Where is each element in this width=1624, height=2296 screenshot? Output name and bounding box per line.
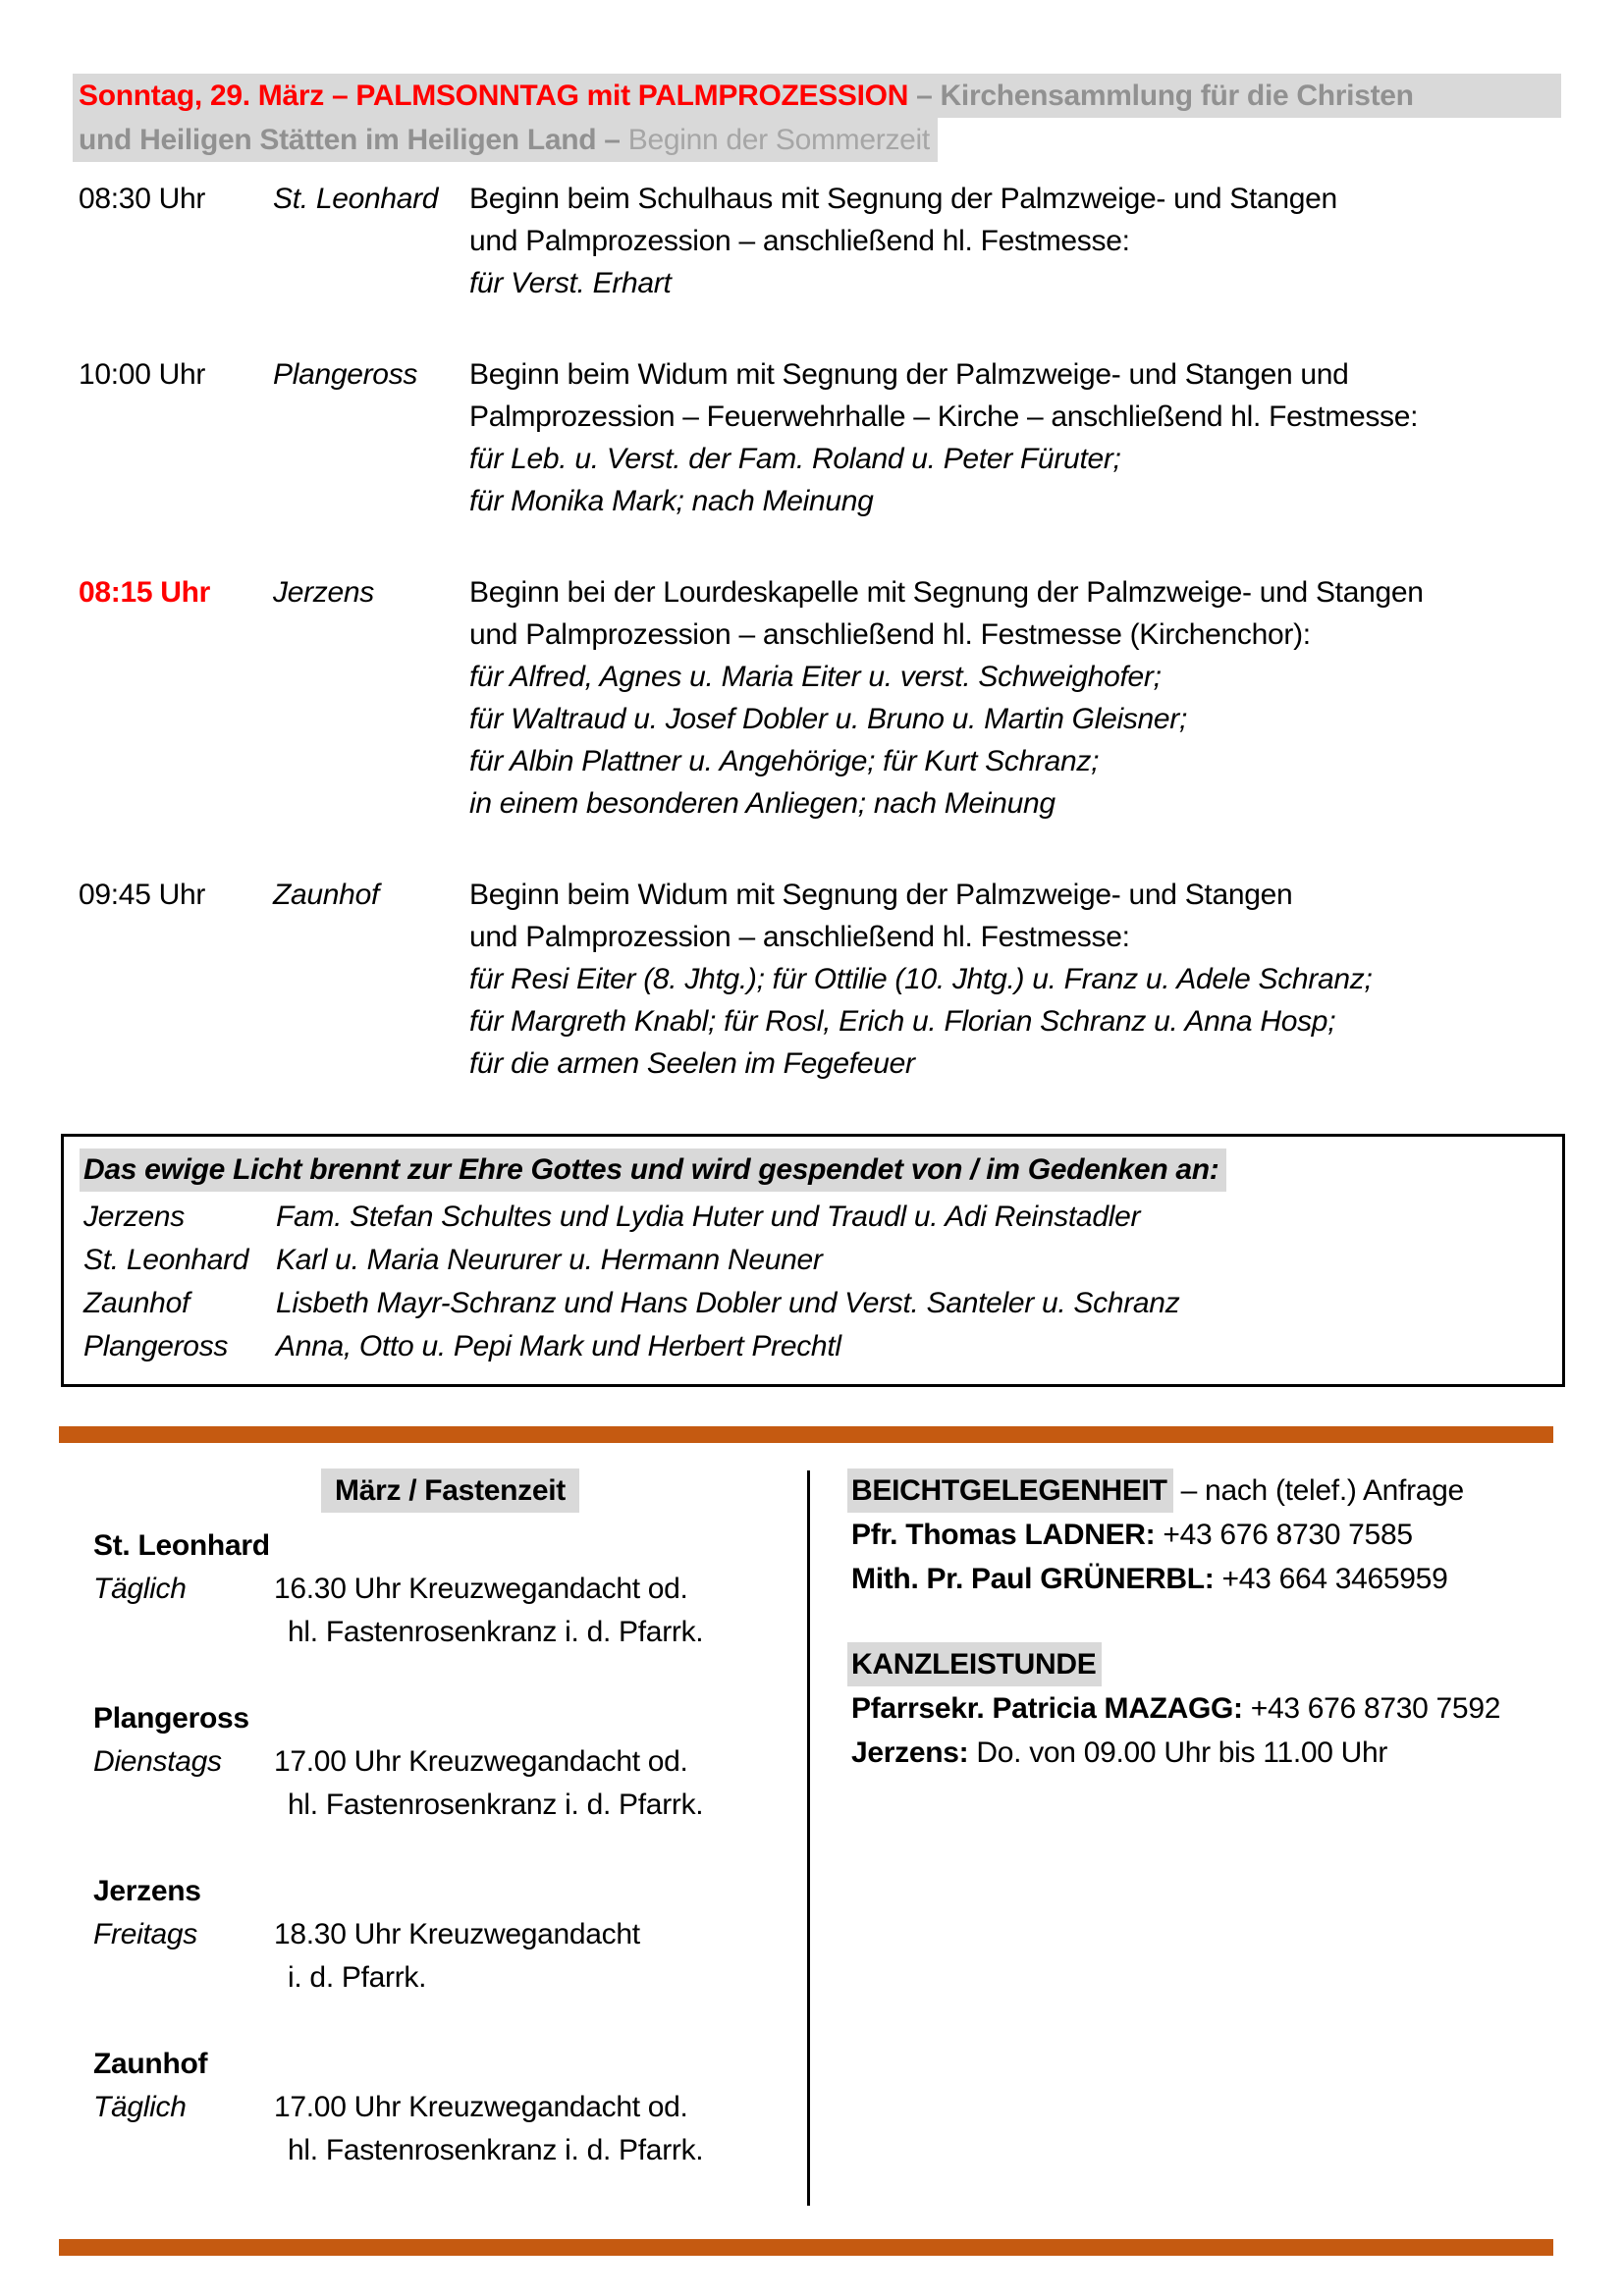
spacer [851,1601,1561,1642]
schedule-entry-jerzens [79,571,1561,825]
header-collection-note: – Kirchensammlung für die Christen [916,80,1414,112]
schedule-line: Beginn beim Widum mit Segnung der Palmzweige- und Stangen [469,879,1293,911]
priest-name: Mith. Pr. Paul GRÜNERBL: [851,1563,1215,1595]
eternal-light-donors: Karl u. Maria Neururer u. Hermann Neuner [276,1244,823,1276]
schedule-intention: für Alfred, Agnes u. Maria Eiter u. verst. Schweighofer; [469,661,1162,693]
schedule-line: Beginn bei der Lourdeskapelle mit Segnung der Palmzweige- und Stangen [469,576,1424,609]
header-line-1 [73,74,1561,118]
section-divider-bar [59,1426,1553,1443]
fastenzeit-line: 17.00 Uhr Kreuzwegandacht od. [274,1745,688,1778]
eternal-light-row [83,1325,1544,1368]
page-bottom-bar [59,2239,1553,2256]
fastenzeit-row [93,2086,807,2172]
confession-title-row [851,1468,1561,1513]
fastenzeit-times [274,1913,807,2000]
fastenzeit-place: Jerzens [93,1875,201,1907]
schedule-place: St. Leonhard [273,183,439,215]
schedule-description [469,178,1561,304]
fastenzeit-times [274,2086,807,2172]
schedule-intention: für Verst. Erhart [469,267,672,299]
header-summertime-note: Beginn der Sommerzeit [627,124,930,156]
fastenzeit-group-zaunhof [93,2043,807,2172]
secretary-name: Pfarrsekr. Patricia MAZAGG: [851,1692,1243,1725]
schedule-intention: für Margreth Knabl; für Rosl, Erich u. Florian Schranz u. Anna Hosp; [469,1005,1336,1038]
fastenzeit-row [93,1913,807,2000]
schedule-line: Palmprozession – Feuerwehrhalle – Kirche – anschließend hl. Festmesse: [469,400,1419,433]
schedule-entry-zaunhof [79,874,1561,1085]
eternal-light-box [61,1134,1565,1387]
bottom-section [79,1468,1561,2216]
office-hours-text: Do. von 09.00 Uhr bis 11.00 Uhr [976,1736,1388,1769]
fastenzeit-line: 17.00 Uhr Kreuzwegandacht od. [274,2091,688,2123]
schedule-time: 10:00 Uhr [79,358,206,391]
priest-phone: +43 676 8730 7585 [1163,1519,1413,1551]
fastenzeit-day: Täglich [93,1573,187,1605]
fastenzeit-place: Zaunhof [93,2048,208,2080]
schedule-intention: für Resi Eiter (8. Jhtg.); für Ottilie (10. Jhtg.) u. Franz u. Adele Schranz; [469,963,1373,995]
fastenzeit-line: hl. Fastenrosenkranz i. d. Pfarrk. [288,1616,704,1648]
fastenzeit-title-row [93,1468,807,1513]
contact-column [810,1468,1561,2216]
header-collection-note-2: und Heiligen Stätten im Heiligen Land – [79,124,621,156]
fastenzeit-column [79,1468,807,2216]
fastenzeit-times [274,1568,807,1654]
schedule-place: Jerzens [273,576,374,609]
schedule-place: Plangeross [273,358,418,391]
schedule-place: Zaunhof [273,879,379,911]
eternal-light-row [83,1196,1544,1239]
confession-note: – nach (telef.) Anfrage [1180,1474,1464,1507]
schedule-line: Beginn beim Schulhaus mit Segnung der Palmzweige- und Stangen [469,183,1337,215]
fastenzeit-row [93,1740,807,1827]
header-banner [79,74,1561,162]
fastenzeit-times [274,1740,807,1827]
schedule-line: und Palmprozession – anschließend hl. Festmesse (Kirchenchor): [469,618,1311,651]
schedule-intention: für die armen Seelen im Fegefeuer [469,1047,915,1080]
priest-phone: +43 664 3465959 [1221,1563,1448,1595]
office-hours-row [851,1731,1561,1775]
fastenzeit-place: Plangeross [93,1702,249,1735]
fastenzeit-group-plangeross [93,1697,807,1827]
fastenzeit-line: 16.30 Uhr Kreuzwegandacht od. [274,1573,688,1605]
office-hours-place: Jerzens: [851,1736,969,1769]
fastenzeit-line: 18.30 Uhr Kreuzwegandacht [274,1918,640,1950]
schedule-intention: für Monika Mark; nach Meinung [469,485,874,517]
schedule-time: 09:45 Uhr [79,879,206,911]
office-title: KANZLEISTUNDE [847,1642,1102,1686]
schedule-intention: für Leb. u. Verst. der Fam. Roland u. Peter Füruter; [469,443,1121,475]
schedule-entry-plangeross [79,353,1561,522]
fastenzeit-day: Dienstags [93,1745,222,1778]
eternal-light-title: Das ewige Licht brennt zur Ehre Gottes und wird gespendet von / im Gedenken an: [80,1148,1226,1192]
office-title-row [851,1642,1561,1686]
eternal-light-place: Plangeross [83,1330,229,1362]
schedule-time-highlighted: 08:15 Uhr [79,576,211,609]
schedule-intention: für Albin Plattner u. Angehörige; für Kurt Schranz; [469,745,1100,777]
schedule-line: und Palmprozession – anschließend hl. Festmesse: [469,921,1130,953]
priest-contact-row [851,1513,1561,1557]
fastenzeit-place: St. Leonhard [93,1529,270,1562]
eternal-light-row [83,1239,1544,1282]
fastenzeit-group-jerzens [93,1870,807,2000]
schedule-description [469,874,1561,1085]
schedule-description [469,571,1561,825]
secretary-contact-row [851,1686,1561,1731]
fastenzeit-day: Täglich [93,2091,187,2123]
fastenzeit-line: hl. Fastenrosenkranz i. d. Pfarrk. [288,1789,704,1821]
mass-schedule [79,178,1561,1085]
eternal-light-row [83,1282,1544,1325]
fastenzeit-row [93,1568,807,1654]
header-line-2 [79,118,1561,162]
schedule-line: und Palmprozession – anschließend hl. Festmesse: [469,225,1130,257]
schedule-intention: für Waltraud u. Josef Dobler u. Bruno u. Martin Gleisner; [469,703,1188,735]
fastenzeit-day: Freitags [93,1918,197,1950]
eternal-light-place: St. Leonhard [83,1244,249,1276]
eternal-light-place: Jerzens [83,1201,185,1233]
eternal-light-place: Zaunhof [83,1287,189,1319]
fastenzeit-group-st-leonhard [93,1524,807,1654]
schedule-time: 08:30 Uhr [79,183,206,215]
eternal-light-title-row [83,1148,1544,1192]
schedule-intention: in einem besonderen Anliegen; nach Meinung [469,787,1056,820]
eternal-light-donors: Fam. Stefan Schultes und Lydia Huter und Traudl u. Adi Reinstadler [276,1201,1141,1233]
fastenzeit-line: hl. Fastenrosenkranz i. d. Pfarrk. [288,2134,704,2166]
priest-contact-row [851,1557,1561,1601]
fastenzeit-line: i. d. Pfarrk. [288,1961,427,1994]
schedule-line: Beginn beim Widum mit Segnung der Palmzweige- und Stangen und [469,358,1349,391]
confession-title: BEICHTGELEGENHEIT [847,1468,1173,1513]
fastenzeit-title: März / Fastenzeit [321,1468,579,1513]
eternal-light-donors: Anna, Otto u. Pepi Mark und Herbert Prechtl [276,1330,841,1362]
eternal-light-donors: Lisbeth Mayr-Schranz und Hans Dobler und Verst. Santeler u. Schranz [276,1287,1180,1319]
schedule-description [469,353,1561,522]
priest-name: Pfr. Thomas LADNER: [851,1519,1156,1551]
header-date-title: Sonntag, 29. März – PALMSONNTAG mit PALMPROZESSION [79,80,909,112]
header-line-2-highlight [73,118,938,162]
secretary-phone: +43 676 8730 7592 [1250,1692,1501,1725]
schedule-entry-st-leonhard [79,178,1561,304]
